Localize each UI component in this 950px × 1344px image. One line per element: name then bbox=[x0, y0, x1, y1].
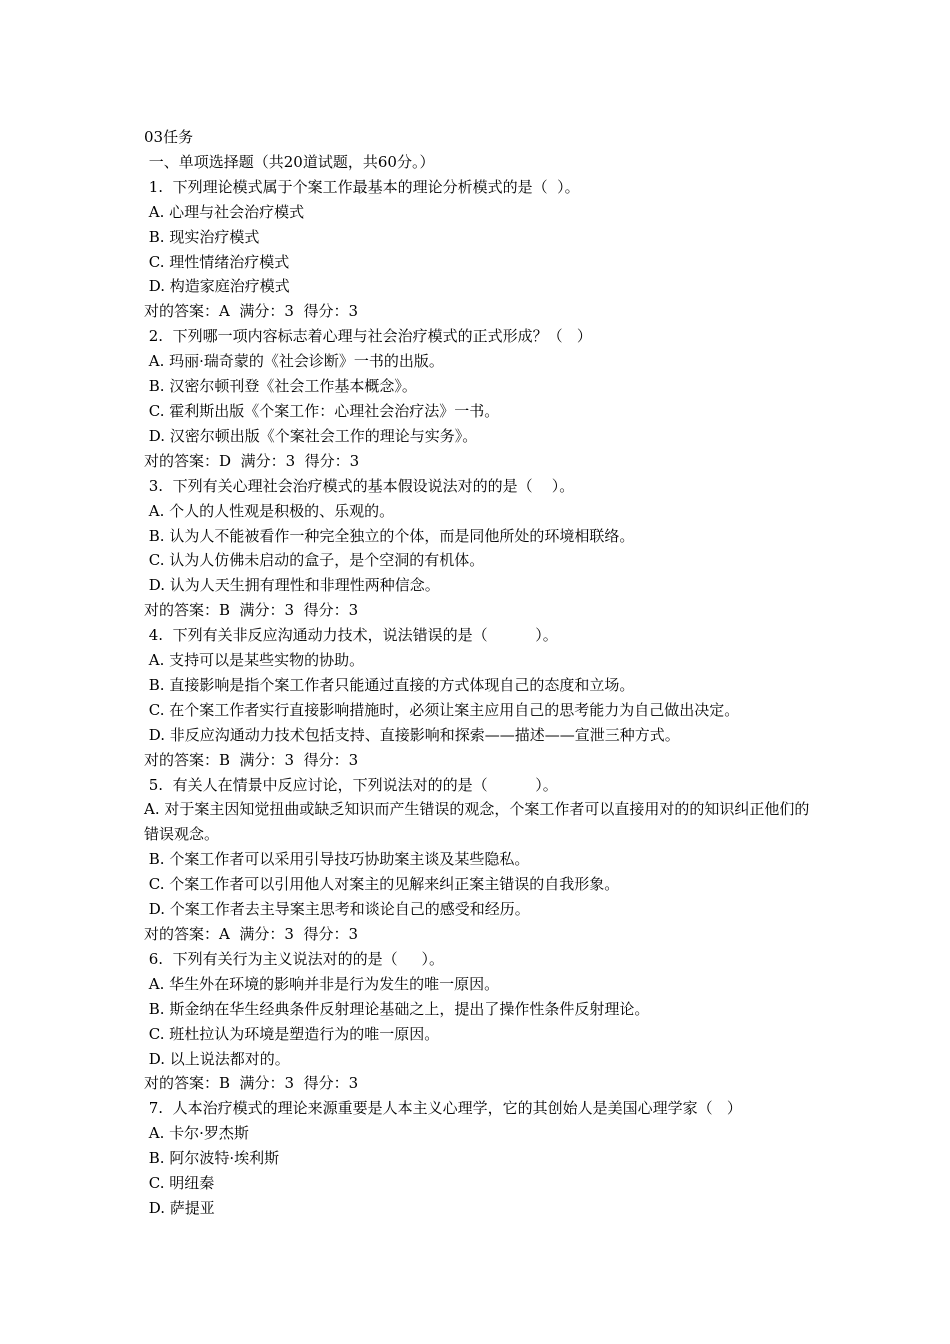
question-option: A. 华生外在环境的影响并非是行为发生的唯一原因。 bbox=[144, 974, 500, 993]
question-answer: 对的答案：A 满分：3 得分：3 bbox=[144, 302, 358, 321]
question-option: D. 非反应沟通动力技术包括支持、直接影响和探索——描述——宣泄三种方式。 bbox=[144, 725, 680, 744]
question-option: B. 汉密尔顿刊登《社会工作基本概念》。 bbox=[144, 377, 417, 396]
question-stem: 5. 有关人在情景中反应讨论，下列说法对的的是（ ）。 bbox=[144, 775, 558, 794]
question-option: D. 萨提亚 bbox=[144, 1198, 215, 1217]
question-option: B. 直接影响是指个案工作者只能通过直接的方式体现自己的态度和立场。 bbox=[144, 675, 635, 694]
question-answer: 对的答案：B 满分：3 得分：3 bbox=[144, 750, 359, 769]
question-option: A. 卡尔·罗杰斯 bbox=[144, 1124, 249, 1143]
question-option: C. 理性情绪治疗模式 bbox=[144, 252, 290, 271]
question-option: B. 个案工作者可以采用引导技巧协助案主谈及某些隐私。 bbox=[144, 850, 530, 869]
question-option: B. 现实治疗模式 bbox=[144, 227, 260, 246]
question-option: A. 支持可以是某些实物的协助。 bbox=[144, 651, 365, 670]
question-block bbox=[144, 474, 814, 623]
question-option: C. 霍利斯出版《个案工作：心理社会治疗法》一书。 bbox=[144, 401, 500, 420]
question-answer: 对的答案：B 满分：3 得分：3 bbox=[144, 601, 359, 620]
question-stem: 1. 下列理论模式属于个案工作最基本的理论分析模式的是（ ）。 bbox=[144, 177, 580, 196]
question-option: B. 阿尔波特·埃利斯 bbox=[144, 1149, 280, 1168]
question-block bbox=[144, 175, 814, 324]
question-stem: 3. 下列有关心理社会治疗模式的基本假设说法对的的是（ ）。 bbox=[144, 476, 575, 495]
question-option: D. 汉密尔顿出版《个案社会工作的理论与实务》。 bbox=[144, 426, 478, 445]
question-answer: 对的答案：A 满分：3 得分：3 bbox=[144, 925, 358, 943]
question-option: D. 认为人天生拥有理性和非理性两种信念。 bbox=[144, 576, 440, 595]
question-option: B. 斯金纳在华生经典条件反射理论基础之上，提出了操作性条件反射理论。 bbox=[144, 999, 650, 1018]
question-option: C. 个案工作者可以引用他人对案主的见解来纠正案主错误的自我形象。 bbox=[144, 875, 620, 894]
question-answer: 对的答案：D 满分：3 得分：3 bbox=[144, 451, 360, 470]
question-stem: 7. 人本治疗模式的理论来源重要是人本主义心理学，它的其创始人是美国心理学家（ ） bbox=[144, 1099, 742, 1118]
question-option: B. 认为人不能被看作一种完全独立的个体，而是同他所处的环境相联络。 bbox=[144, 526, 635, 545]
question-option: A. 对于案主因知觉扭曲或缺乏知识而产生错误的观念，个案工作者可以直接用对的的知识纠正他们的错误观念。 bbox=[144, 800, 810, 844]
question-option: D. 构造家庭治疗模式 bbox=[144, 277, 290, 296]
question-option: D. 个案工作者去主导案主思考和谈论自己的感受和经历。 bbox=[144, 900, 530, 919]
question-block bbox=[144, 947, 814, 1096]
section-heading: 一、单项选择题（共20道试题，共60分。） bbox=[144, 152, 435, 171]
question-option: C. 班杜拉认为环境是塑造行为的唯一原因。 bbox=[144, 1024, 440, 1043]
question-option: D. 以上说法都对的。 bbox=[144, 1049, 290, 1068]
question-option: C. 明纽秦 bbox=[144, 1174, 215, 1193]
document-title: 03任务 bbox=[144, 128, 194, 146]
question-option: C. 在个案工作者实行直接影响措施时，必须让案主应用自己的思考能力为自己做出决定。 bbox=[144, 700, 740, 719]
question-stem: 6. 下列有关行为主义说法对的的是（ ）。 bbox=[144, 949, 444, 968]
question-option: C. 认为人仿佛未启动的盒子，是个空洞的有机体。 bbox=[144, 551, 485, 570]
question-block bbox=[144, 623, 814, 772]
question-option: A. 个人的人性观是积极的、乐观的。 bbox=[144, 501, 395, 520]
question-block bbox=[144, 1096, 814, 1221]
question-option: A. 心理与社会治疗模式 bbox=[144, 202, 305, 221]
document-body bbox=[144, 125, 814, 1221]
question-stem: 2. 下列哪一项内容标志着心理与社会治疗模式的正式形成？（ ） bbox=[144, 327, 592, 346]
question-stem: 4. 下列有关非反应沟通动力技术，说法错误的是（ ）。 bbox=[144, 626, 558, 645]
question-answer: 对的答案：B 满分：3 得分：3 bbox=[144, 1074, 359, 1093]
question-block bbox=[144, 773, 814, 947]
question-option: A. 玛丽·瑞奇蒙的《社会诊断》一书的出版。 bbox=[144, 352, 444, 371]
question-block bbox=[144, 324, 814, 473]
